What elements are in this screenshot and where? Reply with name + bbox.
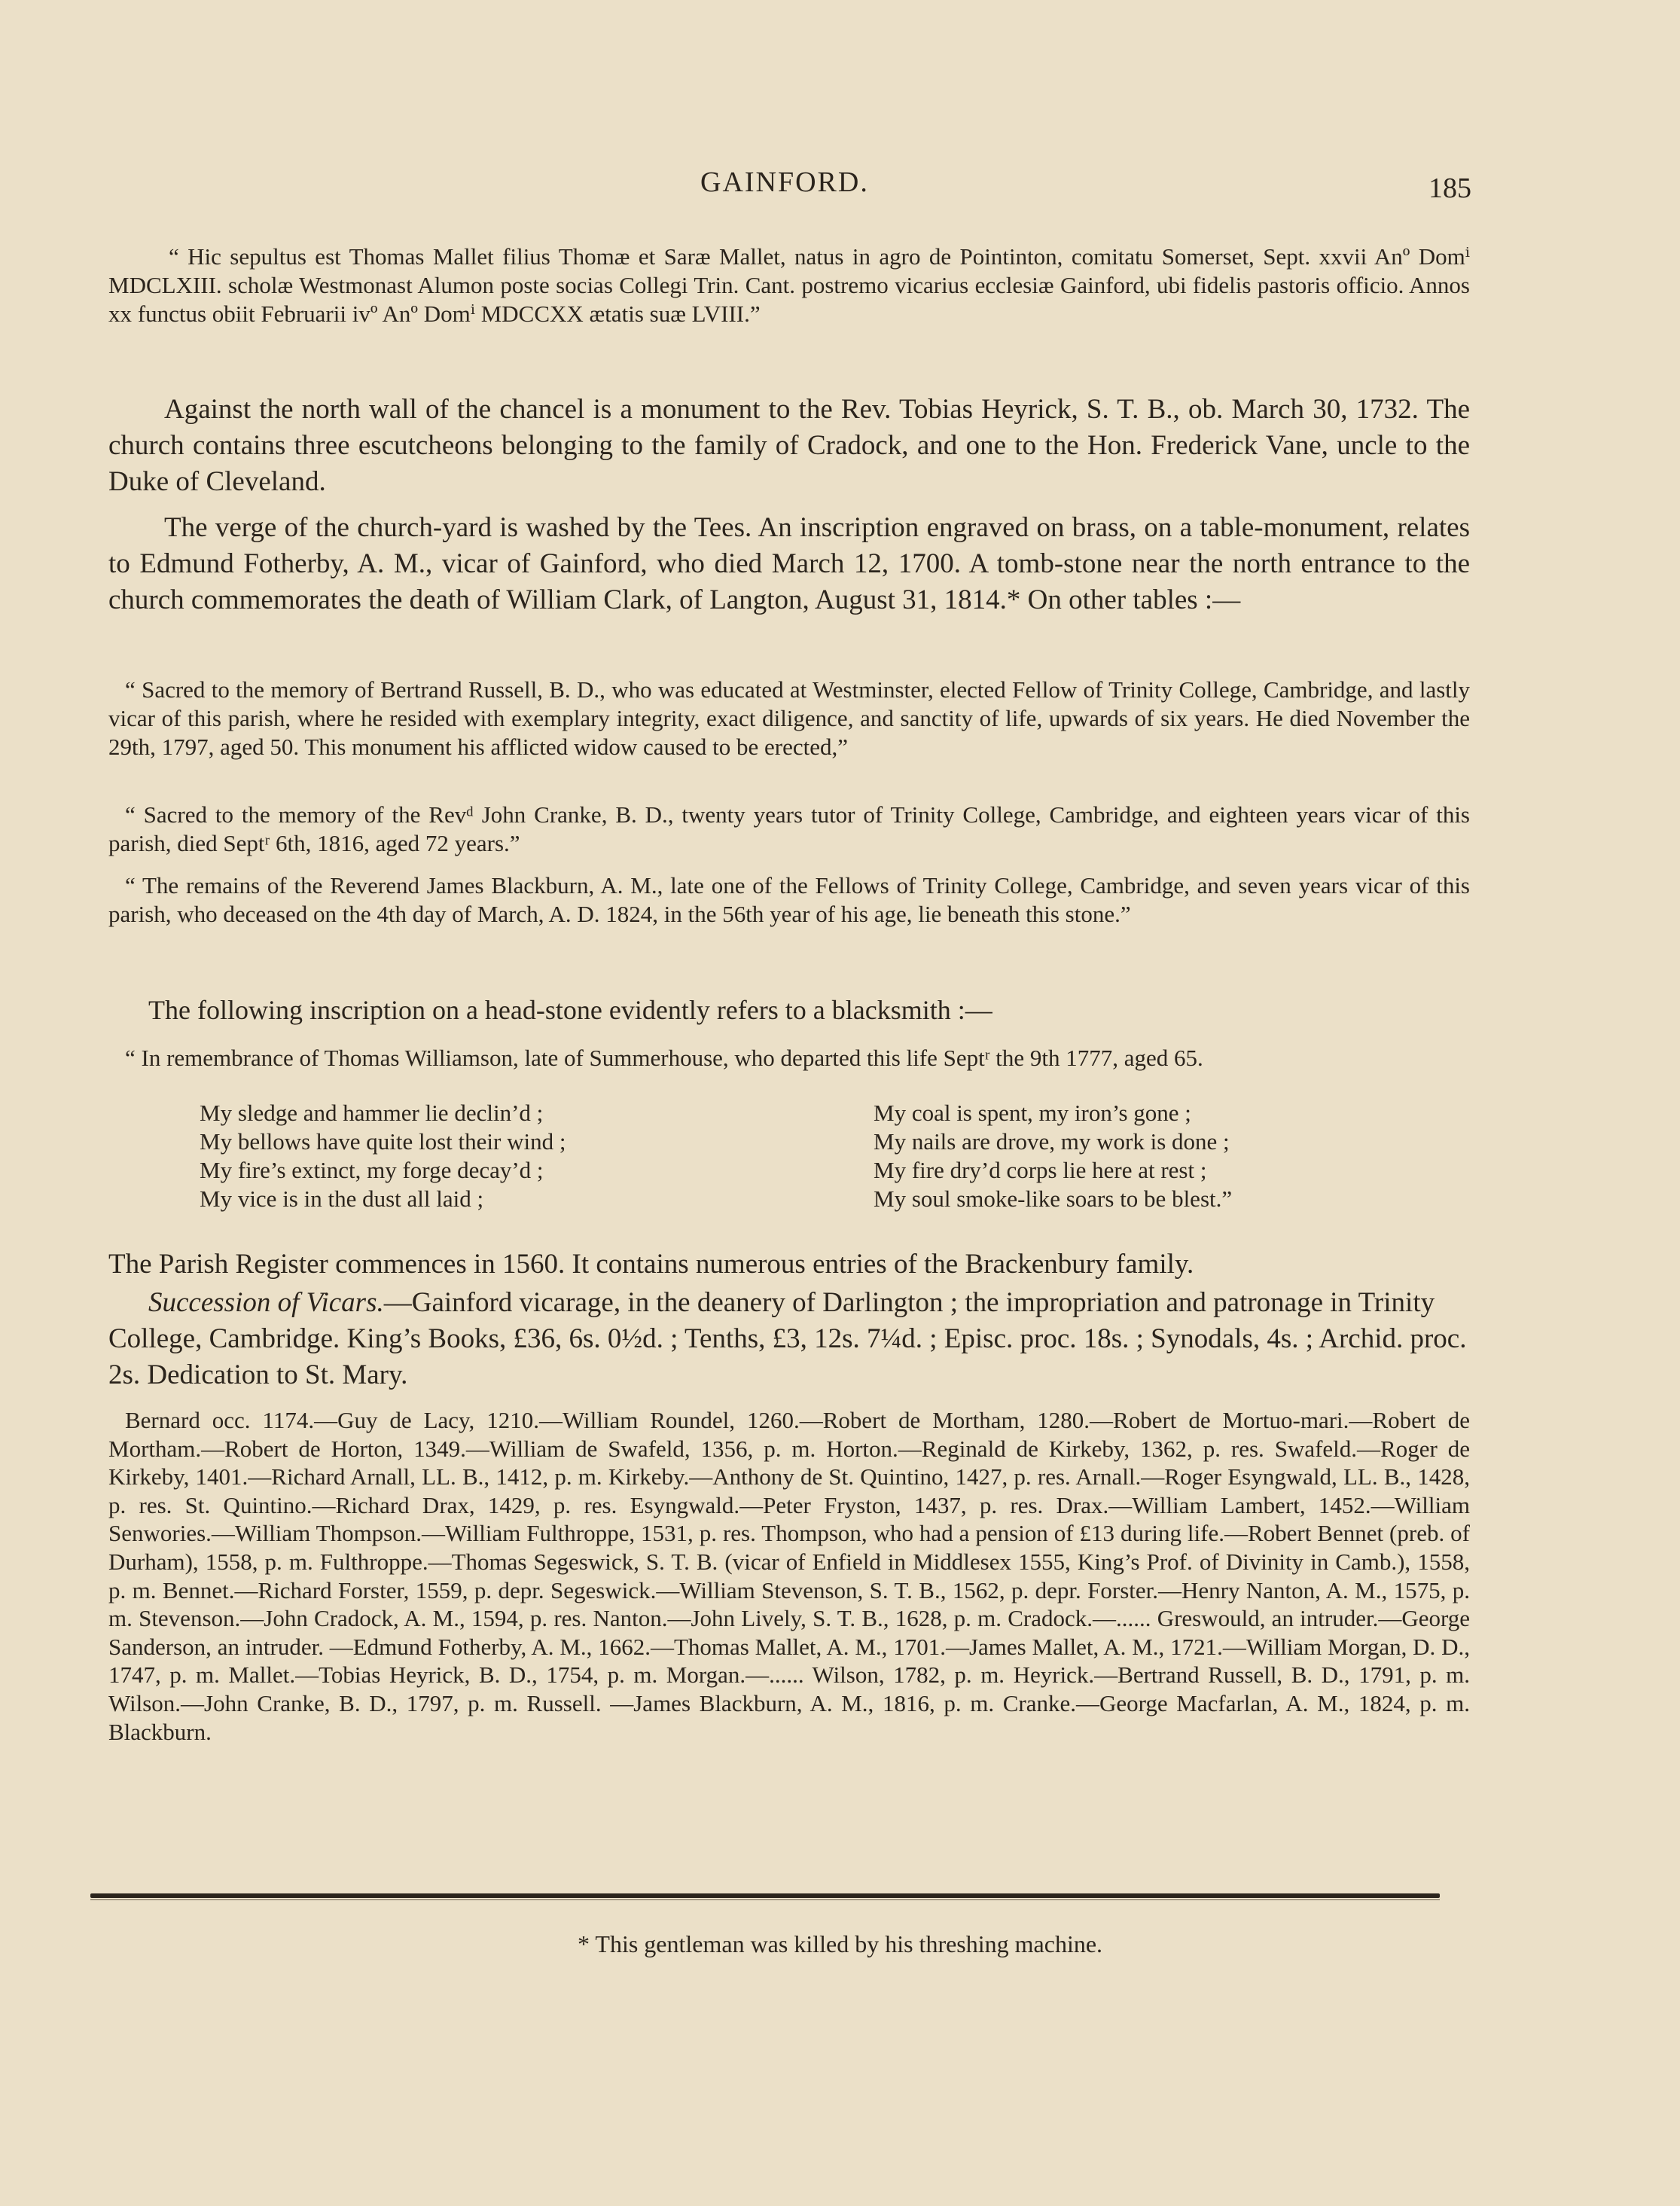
paragraph-succession [108,1285,1470,1393]
paragraph-register: The Parish Register commences in 1560. It contains numerous entries of the Brackenbury family. [108,1249,1194,1280]
vicars-list: Bernard occ. 1174.—Guy de Lacy, 1210.—William Roundel, 1260.—Robert de Mortham, 1280.—Robert de Mortuo-mari.—Robert de Mortham.—Robert de Horton, 1349.—William de Swafeld, 1356, p. m. Horton.—Reginald de Kirkeby, 1362, p. res. Swafeld.—Roger de Kirkeby, 1401.—Richard Arnall, LL. B., 1412, p. m. Kirkeby.—Anthony de St. Quintino, 1427, p. res. Arnall.—Roger Esyngwald, LL. B., 1428, p. res. St. Quintino.—Richard Drax, 1429, p. res. Esyngwald.—Peter Fryston, 1437, p. res. Drax.—William Lambert, 1452.—William Senwories.—William Thompson.—William Fulthroppe, 1531, p. res. Thompson, who had a pension of £13 during life.—Robert Bennet (preb. of Durham), 1558, p. m. Fulthroppe.—Thomas Segeswick, S. T. B. (vicar of Enfield in Middlesex 1555, King’s Prof. of Divinity in Camb.), 1558, p. m. Bennet.—Richard Forster, 1559, p. depr. Segeswick.—William Stevenson, S. T. B., 1562, p. depr. Forster.—Henry Nanton, A. M., 1575, p. m. Stevenson.—John Cradock, A. M., 1594, p. res. Nanton.—John Lively, S. T. B., 1628, p. m. Cradock.—...... Greswould, an intruder.—George Sanderson, an intruder. —Edmund Fotherby, A. M., 1662.—Thomas Mallet, A. M., 1701.—James Mallet, A. M., 1721.—William Morgan, D. D., 1747, p. m. Mallet.—Tobias Heyrick, B. D., 1754, p. m. Morgan.—...... Wilson, 1782, p. m. Heyrick.—Bertrand Russell, B. D., 1791, p. m. Wilson.—John Cranke, B. D., 1797, p. m. Russell. —James Blackburn, A. M., 1816, p. m. Cranke.—George Macfarlan, A. M., 1824, p. m. Blackburn. [108,1407,1470,1745]
verse-line: My nails are drove, my work is done ; [874,1128,1230,1155]
paragraph-monument: Against the north wall of the chancel is a monument to the Rev. Tobias Heyrick, S. T. B., ob. March 30, 1732. The church contains three escutcheons belonging to the family of Cradock, and one to the Hon. Frederick Vane, uncle to the Duke of Cleveland. [108,394,1470,497]
latin-inscription-mallet: “ Hic sepultus est Thomas Mallet filius Thomæ et Saræ Mallet, natus in agro de Pointinton, comitatu Somerset, Sept. xxvii Anº Domⁱ MDCLXIII. scholæ Westmonast Alumon poste socias Collegi Trin. Cant. postremo vicarius ecclesiæ Gainford, ubi fidelis pastoris officio. Annos xx functus obiit Februarii ivº Anº Domⁱ MDCCXX ætatis suæ LVIII.” [108,243,1470,327]
inscription-williamson: “ In remembrance of Thomas Williamson, late of Summerhouse, who departed this life Septʳ the 9th 1777, aged 65. [125,1045,1203,1071]
verse-line: My coal is spent, my iron’s gone ; [874,1100,1191,1126]
footnote-rule-thin [90,1899,1440,1900]
footnote: * This gentleman was killed by his threshing machine. [577,1930,1103,1957]
verse-line: My fire dry’d corps lie here at rest ; [874,1157,1207,1183]
verse-left-column [200,1099,772,1213]
paragraph-churchyard: The verge of the church-yard is washed by the Tees. An inscription engraved on brass, on a table-monument, relates to Edmund Fotherby, A. M., vicar of Gainford, who died March 12, 1700. A tomb-stone near the north entrance to the church commemorates the death of William Clark, of Langton, August 31, 1814.* On other tables :— [108,512,1470,615]
page-number: 185 [1428,172,1471,204]
verse-line: My sledge and hammer lie declin’d ; [200,1100,544,1126]
succession-text: —Gainford vicarage, in the deanery of Darlington ; the impropriation and patronage in Trinity College, Cambridge. King’s Books, £36, 6s. 0½d. ; Tenths, £3, 12s. 7¼d. ; Episc. proc. 18s. ; Synodals, 4s. ; Archid. proc. 2s. Dedication to St. Mary. [108,1287,1467,1390]
succession-heading: Succession of Vicars. [148,1287,384,1318]
footnote-rule [90,1893,1440,1898]
verse-line: My vice is in the dust all laid ; [200,1185,484,1212]
verse-line: My bellows have quite lost their wind ; [200,1128,566,1155]
inscription-cranke: “ Sacred to the memory of the Revᵈ John Cranke, B. D., twenty years tutor of Trinity College, Cambridge, and eighteen years vicar of this parish, died Septʳ 6th, 1816, aged 72 years.” [108,801,1470,856]
verse-line: My soul smoke-like soars to be blest.” [874,1185,1233,1212]
paragraph-blacksmith: The following inscription on a head-stone evidently refers to a blacksmith :— [148,995,992,1025]
verse-right-column [874,1099,1446,1213]
inscription-russell: “ Sacred to the memory of Bertrand Russell, B. D., who was educated at Westminster, elected Fellow of Trinity College, Cambridge, and lastly vicar of this parish, where he resided with exemplary integrity, exact diligence, and sanctity of life, upwards of six years. He died November the 29th, 1797, aged 50. This monument his afflicted widow caused to be erected,” [108,676,1470,760]
running-header-title: GAINFORD. [700,166,869,198]
verse-line: My fire’s extinct, my forge decay’d ; [200,1157,544,1183]
inscription-blackburn: “ The remains of the Reverend James Blackburn, A. M., late one of the Fellows of Trinity College, Cambridge, and seven years vicar of this parish, who deceased on the 4th day of March, A. D. 1824, in the 56th year of his age, lie beneath this stone.” [108,872,1470,927]
